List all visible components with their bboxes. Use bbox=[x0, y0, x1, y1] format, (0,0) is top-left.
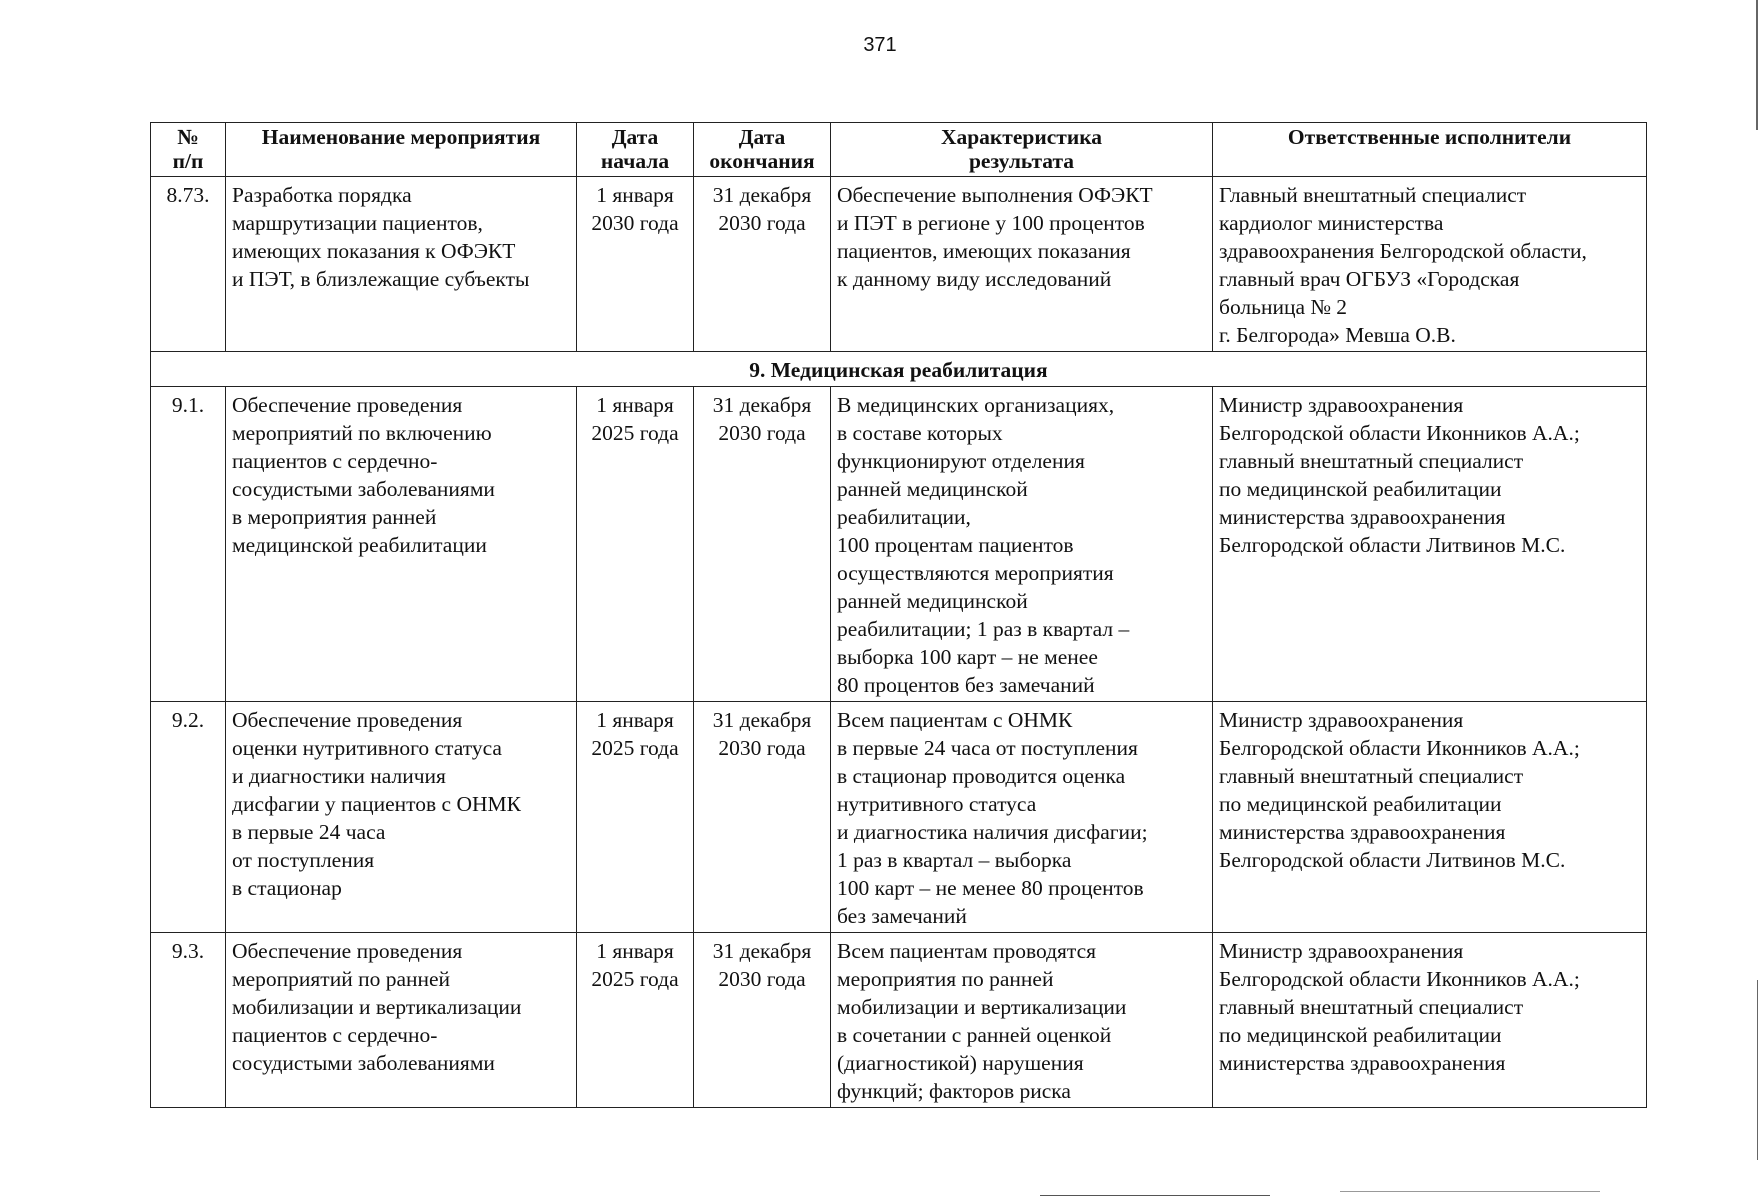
responsible-persons-line: больница № 2 bbox=[1219, 295, 1348, 319]
result-description-line: 100 процентам пациентов bbox=[837, 533, 1074, 557]
activity-name-line: имеющих показания к ОФЭКТ bbox=[232, 239, 516, 263]
activity-name-line: дисфагии у пациентов с ОНМК bbox=[232, 792, 521, 816]
activity-name-line: пациентов с сердечно- bbox=[232, 449, 438, 473]
header-result: Характеристика результата bbox=[831, 123, 1213, 177]
activity-name-line: мероприятий по включению bbox=[232, 421, 492, 445]
start-date-line: 2030 года bbox=[591, 211, 679, 235]
result-description-line: в стационар проводится оценка bbox=[837, 764, 1126, 788]
responsible-persons-line: Министр здравоохранения bbox=[1219, 393, 1464, 417]
result-description-line: мероприятия по ранней bbox=[837, 967, 1054, 991]
start-date bbox=[577, 387, 694, 702]
activity-name-line: и диагностики наличия bbox=[232, 764, 446, 788]
header-start-date: Дата начала bbox=[577, 123, 694, 177]
row-number: 9.2. bbox=[151, 702, 226, 933]
table-header-row bbox=[151, 123, 1647, 177]
end-date bbox=[694, 933, 831, 1108]
responsible-persons-line: Министр здравоохранения bbox=[1219, 708, 1464, 732]
result-description-line: функционируют отделения bbox=[837, 449, 1085, 473]
responsible-persons-line: Белгородской области Иконников А.А.; bbox=[1219, 736, 1580, 760]
start-date-line: 1 января bbox=[596, 939, 674, 963]
scan-artifact-line bbox=[1040, 1195, 1270, 1196]
responsible-persons-line: главный внештатный специалист bbox=[1219, 764, 1524, 788]
activity-name-line: мобилизации и вертикализации bbox=[232, 995, 522, 1019]
result-description-line: к данному виду исследований bbox=[837, 267, 1112, 291]
result-description-line: ранней медицинской bbox=[837, 589, 1028, 613]
result-description bbox=[831, 387, 1213, 702]
start-date-line: 1 января bbox=[596, 393, 674, 417]
result-description-line: без замечаний bbox=[837, 904, 967, 928]
result-description bbox=[831, 177, 1213, 352]
result-description-line: в составе которых bbox=[837, 421, 1003, 445]
result-description-line: осуществляются мероприятия bbox=[837, 561, 1114, 585]
start-date bbox=[577, 933, 694, 1108]
activity-name-line: Обеспечение проведения bbox=[232, 939, 463, 963]
result-description-line: Всем пациентам проводятся bbox=[837, 939, 1097, 963]
result-description-line: в сочетании с ранней оценкой bbox=[837, 1023, 1112, 1047]
page-number: 371 bbox=[863, 34, 897, 56]
row-number: 9.3. bbox=[151, 933, 226, 1108]
result-description-line: (диагностикой) нарушения bbox=[837, 1051, 1084, 1075]
row-number: 9.1. bbox=[151, 387, 226, 702]
activity-name-line: в мероприятия ранней bbox=[232, 505, 437, 529]
activity-name bbox=[226, 702, 577, 933]
end-date-line: 31 декабря bbox=[712, 708, 812, 732]
activity-name-line: от поступления bbox=[232, 848, 375, 872]
result-description bbox=[831, 702, 1213, 933]
responsible-persons-line: кардиолог министерства bbox=[1219, 211, 1444, 235]
activity-name-line: медицинской реабилитации bbox=[232, 533, 487, 557]
section-title: 9. Медицинская реабилитация bbox=[151, 352, 1647, 387]
end-date-line: 31 декабря bbox=[712, 183, 812, 207]
end-date bbox=[694, 177, 831, 352]
scan-artifact-edge bbox=[1757, 980, 1758, 1160]
result-description-line: и диагностика наличия дисфагии; bbox=[837, 820, 1148, 844]
responsible-persons-line: Белгородской области Литвинов М.С. bbox=[1219, 848, 1566, 872]
end-date bbox=[694, 387, 831, 702]
responsible-persons-line: министерства здравоохранения bbox=[1219, 505, 1506, 529]
activity-name bbox=[226, 177, 577, 352]
result-description-line: В медицинских организациях, bbox=[837, 393, 1115, 417]
scan-artifact-edge bbox=[1756, 0, 1758, 130]
start-date-line: 2025 года bbox=[591, 736, 679, 760]
activity-name-line: сосудистыми заболеваниями bbox=[232, 1051, 495, 1075]
responsible-persons-line: Белгородской области Иконников А.А.; bbox=[1219, 967, 1580, 991]
responsible-persons bbox=[1213, 702, 1647, 933]
responsible-persons bbox=[1213, 387, 1647, 702]
activity-name-line: маршрутизации пациентов, bbox=[232, 211, 483, 235]
responsible-persons-line: здравоохранения Белгородской области, bbox=[1219, 239, 1587, 263]
activity-name-line: пациентов с сердечно- bbox=[232, 1023, 438, 1047]
responsible-persons-line: главный внештатный специалист bbox=[1219, 995, 1524, 1019]
responsible-persons-line: главный врач ОГБУЗ «Городская bbox=[1219, 267, 1520, 291]
responsible-persons bbox=[1213, 933, 1647, 1108]
result-description-line: нутритивного статуса bbox=[837, 792, 1037, 816]
result-description-line: реабилитации, bbox=[837, 505, 971, 529]
activities-table bbox=[150, 122, 1647, 1108]
result-description-line: в первые 24 часа от поступления bbox=[837, 736, 1138, 760]
result-description-line: Всем пациентам с ОНМК bbox=[837, 708, 1073, 732]
result-description bbox=[831, 933, 1213, 1108]
responsible-persons-line: министерства здравоохранения bbox=[1219, 820, 1506, 844]
result-description-line: реабилитации; 1 раз в квартал – bbox=[837, 617, 1130, 641]
table-row bbox=[151, 387, 1647, 702]
result-description-line: пациентов, имеющих показания bbox=[837, 239, 1131, 263]
start-date-line: 2025 года bbox=[591, 967, 679, 991]
start-date-line: 1 января bbox=[596, 183, 674, 207]
activity-name-line: мероприятий по ранней bbox=[232, 967, 451, 991]
end-date-line: 2030 года bbox=[718, 211, 806, 235]
scan-artifact-line bbox=[1340, 1191, 1600, 1192]
responsible-persons-line: Белгородской области Иконников А.А.; bbox=[1219, 421, 1580, 445]
result-description-line: выборка 100 карт – не менее bbox=[837, 645, 1098, 669]
activity-name-line: Разработка порядка bbox=[232, 183, 412, 207]
result-description-line: и ПЭТ в регионе у 100 процентов bbox=[837, 211, 1145, 235]
header-name: Наименование мероприятия bbox=[226, 123, 577, 177]
responsible-persons-line: по медицинской реабилитации bbox=[1219, 477, 1502, 501]
end-date-line: 2030 года bbox=[718, 736, 806, 760]
end-date-line: 2030 года bbox=[718, 967, 806, 991]
responsible-persons-line: Белгородской области Литвинов М.С. bbox=[1219, 533, 1566, 557]
activity-name-line: Обеспечение проведения bbox=[232, 708, 463, 732]
result-description-line: 100 карт – не менее 80 процентов bbox=[837, 876, 1144, 900]
header-responsible: Ответственные исполнители bbox=[1213, 123, 1647, 177]
table-row bbox=[151, 702, 1647, 933]
responsible-persons-line: по медицинской реабилитации bbox=[1219, 792, 1502, 816]
header-num: № п/п bbox=[151, 123, 226, 177]
result-description-line: Обеспечение выполнения ОФЭКТ bbox=[837, 183, 1153, 207]
activity-name-line: в первые 24 часа bbox=[232, 820, 386, 844]
responsible-persons-line: по медицинской реабилитации bbox=[1219, 1023, 1502, 1047]
result-description-line: ранней медицинской bbox=[837, 477, 1028, 501]
end-date-line: 2030 года bbox=[718, 421, 806, 445]
activity-name-line: сосудистыми заболеваниями bbox=[232, 477, 495, 501]
responsible-persons-line: г. Белгорода» Мевша О.В. bbox=[1219, 323, 1456, 347]
start-date-line: 2025 года bbox=[591, 421, 679, 445]
start-date-line: 1 января bbox=[596, 708, 674, 732]
end-date bbox=[694, 702, 831, 933]
table-row bbox=[151, 933, 1647, 1108]
row-number: 8.73. bbox=[151, 177, 226, 352]
result-description-line: мобилизации и вертикализации bbox=[837, 995, 1127, 1019]
result-description-line: 1 раз в квартал – выборка bbox=[837, 848, 1072, 872]
activity-name-line: в стационар bbox=[232, 876, 342, 900]
activity-name-line: Обеспечение проведения bbox=[232, 393, 463, 417]
activity-name-line: оценки нутритивного статуса bbox=[232, 736, 502, 760]
responsible-persons-line: Министр здравоохранения bbox=[1219, 939, 1464, 963]
start-date bbox=[577, 702, 694, 933]
header-end-date: Дата окончания bbox=[694, 123, 831, 177]
responsible-persons-line: министерства здравоохранения bbox=[1219, 1051, 1506, 1075]
result-description-line: функций; факторов риска bbox=[837, 1079, 1071, 1103]
responsible-persons-line: главный внештатный специалист bbox=[1219, 449, 1524, 473]
end-date-line: 31 декабря bbox=[712, 393, 812, 417]
result-description-line: 80 процентов без замечаний bbox=[837, 673, 1095, 697]
section-row bbox=[151, 352, 1647, 387]
activity-name bbox=[226, 387, 577, 702]
activity-name bbox=[226, 933, 577, 1108]
end-date-line: 31 декабря bbox=[712, 939, 812, 963]
table-row bbox=[151, 177, 1647, 352]
start-date bbox=[577, 177, 694, 352]
activity-name-line: и ПЭТ, в близлежащие субъекты bbox=[232, 267, 530, 291]
responsible-persons bbox=[1213, 177, 1647, 352]
responsible-persons-line: Главный внештатный специалист bbox=[1219, 183, 1527, 207]
